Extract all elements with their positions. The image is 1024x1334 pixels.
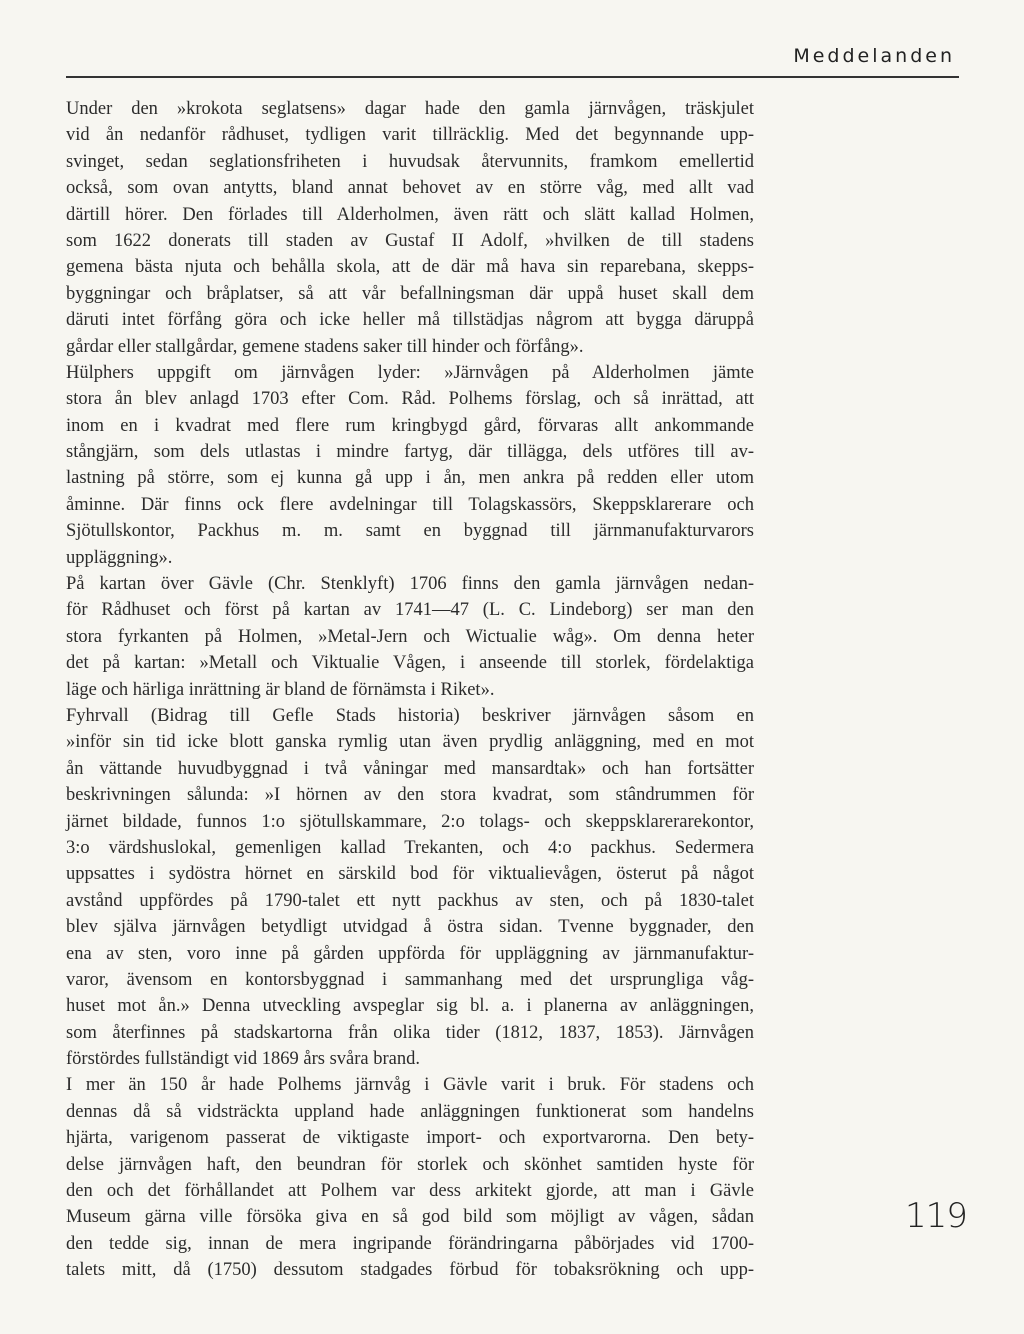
text-line: förstördes fullständigt vid 1869 års svåra brand. [66, 1049, 420, 1070]
text-line: gårdar eller stallgårdar, gemene stadens saker till hinder och förfång». [66, 336, 584, 357]
text-line: varor, ävensom en kontorsbyggnad i sammanhang med det ursprungliga våg- [66, 969, 754, 990]
text-line: Fyhrvall (Bidrag till Gefle Stads historia) beskriver järnvågen såsom en [66, 705, 754, 726]
text-line: därtill hörer. Den förlades till Alderholmen, även rätt och slätt kallad Holmen, [66, 204, 754, 225]
text-line: järnet bildade, funnos 1:o sjötullskammare, 2:o tolags- och skeppsklarerarekontor, [66, 811, 754, 832]
text-line: Museum gärna ville försöka giva en så god bild som möjligt av vågen, sådan [66, 1207, 754, 1228]
header-rule [66, 76, 959, 78]
text-line: »inför sin tid icke blott ganska rymlig utan även prydlig anläggning, med en mot [66, 732, 754, 753]
text-line: avstånd uppfördes på 1790-talet ett nytt packhus av sten, och på 1830-talet [66, 890, 754, 911]
text-line: stångjärn, som dels utlastas i mindre fartyg, där tillägga, dels utföres till av- [66, 442, 754, 463]
text-line: byggningar och bråplatser, så att vår befallningsman där uppå huset skall dem [66, 283, 754, 304]
text-line: gemena bästa njuta och behålla skola, att de där må hava sin reparebana, skepps- [66, 257, 754, 278]
text-line: svinget, sedan seglationsfriheten i huvudsak återvunnits, framkom emellertid [66, 151, 754, 172]
text-line: för Rådhuset och först på kartan av 1741—47 (L. C. Lindeborg) ser man den [66, 600, 754, 621]
text-line: lastning på större, som ej kunna gå upp i ån, men ankra på redden eller utom [66, 468, 754, 489]
text-line: delse järnvågen haft, den beundran för storlek och skönhet samtiden hyste för [66, 1154, 754, 1175]
text-line: 3:o värdshuslokal, gemenligen kallad Trekanten, och 4:o packhus. Sedermera [66, 837, 754, 858]
text-line: stora fyrkanten på Holmen, »Metal-Jern och Wictualie wåg». Om denna heter [66, 626, 754, 647]
text-line: talets mitt, då (1750) dessutom stadgades förbud för tobaksrökning och upp- [66, 1260, 754, 1281]
body-text [66, 96, 754, 1284]
text-line: som återfinnes på stadskartorna från olika tider (1812, 1837, 1853). Järnvågen [66, 1022, 754, 1043]
running-header: Meddelanden [793, 45, 955, 67]
text-line: Hülphers uppgift om järnvågen lyder: »Järnvågen på Alderholmen jämte [66, 362, 754, 383]
text-line: som 1622 donerats till staden av Gustaf II Adolf, »hvilken de till stadens [66, 230, 754, 251]
page-number: 119 [905, 1196, 967, 1236]
text-line: dennas då så vidsträckta uppland hade anläggningen funktionerat som handelns [66, 1101, 754, 1122]
text-line: stora ån blev anlagd 1703 efter Com. Råd. Polhems förslag, och så inrättad, att [66, 389, 754, 410]
text-line: huset mot ån.» Denna utveckling avspeglar sig bl. a. i planerna av anläggningen, [66, 996, 754, 1017]
text-line: beskrivningen sålunda: »I hörnen av den stora kvadrat, som stândrummen för [66, 785, 754, 806]
text-line: den tedde sig, innan de mera ingripande förändringarna påbörjades vid 1700- [66, 1233, 754, 1254]
text-line: det på kartan: »Metall och Viktualie Vågen, i anseende till storlek, fördelaktiga [66, 653, 754, 674]
text-line: läge och härliga inrättning är bland de förnämsta i Riket». [66, 679, 495, 700]
text-line: Sjötullskontor, Packhus m. m. samt en byggnad till järnmanufakturvarors [66, 521, 754, 542]
text-line: ena av sten, voro inne på gården uppförda för uppläggning av järnmanufaktur- [66, 943, 754, 964]
text-line: åminne. Där finns ock flere avdelningar till Tolagskassörs, Skeppsklarerare och [66, 494, 754, 515]
text-line: På kartan över Gävle (Chr. Stenklyft) 1706 finns den gamla järnvågen nedan- [66, 574, 754, 595]
text-line: uppsattes i sydöstra hörnet en särskild bod för viktualievågen, österut på något [66, 864, 754, 885]
text-line: uppläggning». [66, 547, 173, 568]
text-line: också, som ovan antytts, bland annat behovet av en större våg, med allt vad [66, 178, 754, 199]
text-line: hjärta, varigenom passerat de viktigaste import- och exportvarorna. Den bety- [66, 1128, 754, 1149]
text-line: I mer än 150 år hade Polhems järnvåg i Gävle varit i bruk. För stadens och [66, 1075, 754, 1096]
text-line: blev själva järnvågen betydligt utvidgad å östra sidan. Tvenne byggnader, den [66, 917, 754, 938]
text-line: vid ån nedanför rådhuset, tydligen varit tillräcklig. Med det begynnande upp- [66, 125, 754, 146]
text-line: inom en i kvadrat med flere rum kringbygd gård, förvaras allt ankommande [66, 415, 754, 436]
text-line: ån vättande huvudbyggnad i två våningar med mansardtak» och han fortsätter [66, 758, 754, 779]
text-line: Under den »krokota seglatsens» dagar hade den gamla järnvågen, träskjulet [66, 99, 754, 119]
text-line: den och det förhållandet att Polhem var dess arkitekt gjorde, att man i Gävle [66, 1181, 754, 1202]
text-line: däruti intet förfång göra och icke heller må tillstädjas någrom att bygga däruppå [66, 310, 754, 331]
